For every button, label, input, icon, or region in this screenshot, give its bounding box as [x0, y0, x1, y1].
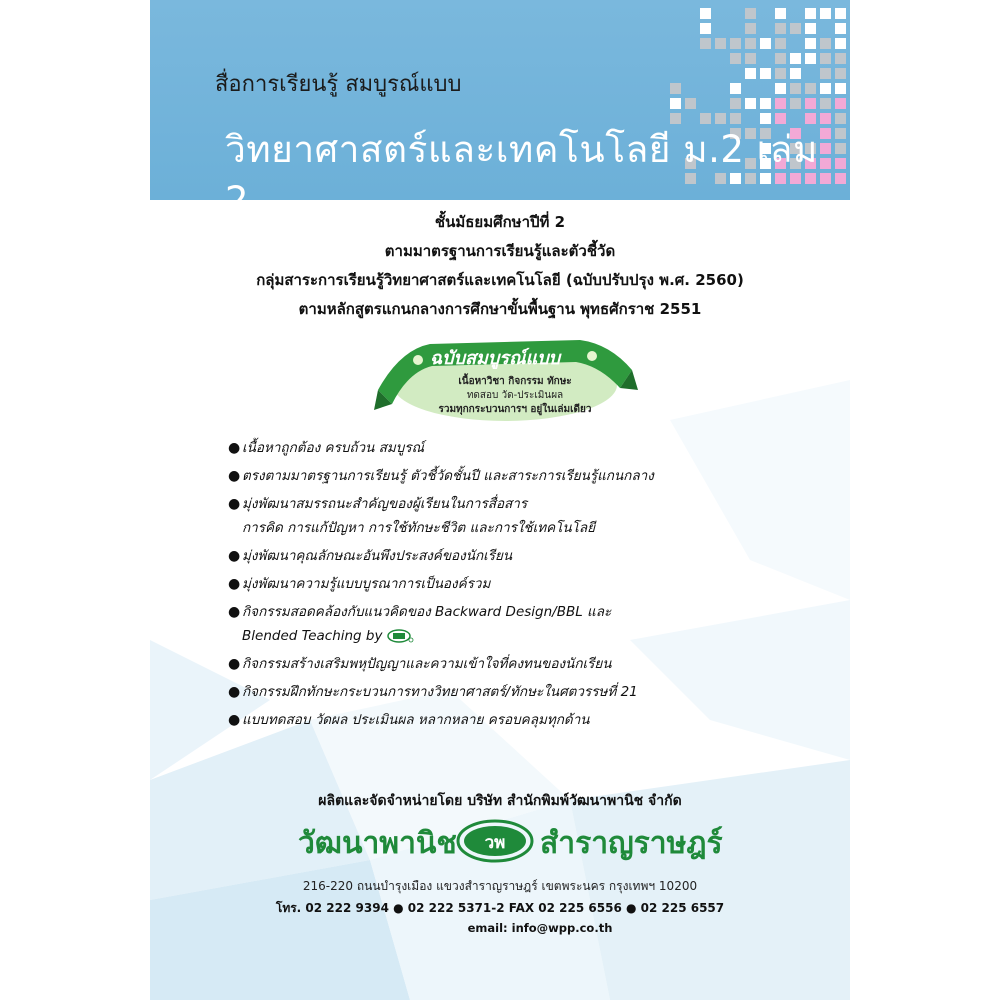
bullet-icon: ● — [228, 496, 241, 512]
address-line: 216-220 ถนนบำรุงเมือง แขวงสำราญราษฎร์ เขตพระนคร กรุงเทพฯ 10200 — [302, 879, 698, 893]
complete-edition-badge — [370, 330, 640, 425]
mosaic-tile — [670, 83, 681, 94]
badge-line-all-in-one: รวมทุกกระบวนการฯ อยู่ในเล่มเดียว — [438, 404, 592, 415]
email-line: email: info@wpp.co.th — [467, 921, 613, 935]
phone-line: โทร. 02 222 9394 ● 02 222 5371-2 FAX 02 225 6556 ● 02 225 6557 — [275, 901, 725, 915]
footer — [150, 790, 850, 812]
mosaic-tile — [685, 98, 696, 109]
mosaic-tile — [835, 23, 846, 34]
mosaic-tile — [790, 23, 801, 34]
mosaic-tile — [730, 83, 741, 94]
mosaic-tile — [805, 23, 816, 34]
mosaic-tile — [835, 98, 846, 109]
bullet-icon: ● — [228, 440, 241, 456]
mosaic-tile — [745, 8, 756, 19]
mosaic-tile — [775, 8, 786, 19]
mosaic-tile — [805, 8, 816, 19]
mosaic-tile — [775, 23, 786, 34]
mosaic-tile — [745, 98, 756, 109]
logo-text: วพ — [484, 833, 506, 853]
info-line-grade: ชั้นมัธยมศึกษาปีที่ 2 — [434, 213, 566, 231]
badge-line-content: เนื้อหาวิชา กิจกรรม ทักษะ — [458, 376, 572, 387]
mosaic-tile — [745, 23, 756, 34]
feature-list — [228, 436, 828, 736]
mosaic-tile — [805, 98, 816, 109]
feature-item: ● ตรงตามมาตรฐานการเรียนรู้ ตัวชี้วัดชั้นปี และสาระการเรียนรู้แกนกลาง — [228, 464, 828, 488]
mosaic-tile — [775, 38, 786, 49]
info-line-subject: กลุ่มสาระการเรียนรู้วิทยาศาสตร์และเทคโนโลยี (ฉบับปรับปรุง พ.ศ. 2560) — [256, 271, 744, 289]
book-cover — [150, 0, 850, 1000]
book-title: วิทยาศาสตร์และเทคโนโลยี ม.2 เล่ม 2 — [225, 128, 818, 222]
mosaic-tile — [700, 38, 711, 49]
badge-label: ฉบับสมบูรณ์แบบ — [429, 348, 561, 369]
publisher-line: ผลิตและจัดจำหน่ายโดย บริษัท สำนักพิมพ์วัฒนาพานิช จำกัด — [318, 793, 682, 809]
feature-item: ● มุ่งพัฒนาสมรรถนะสำคัญของผู้เรียนในการสื่อสาร การคิด การแก้ปัญหา การใช้ทักษะชีวิต และการใช้เทคโนโลยี — [228, 492, 828, 540]
publisher-brand — [150, 818, 850, 868]
bullet-icon: ● — [228, 576, 241, 592]
series-title: สื่อการเรียนรู้ สมบูรณ์แบบ — [215, 72, 462, 97]
mosaic-tile — [760, 68, 771, 79]
wpp-logo-icon — [387, 629, 413, 643]
feature-item: ● กิจกรรมฝึกทักษะกระบวนการทางวิทยาศาสตร์/ทักษะในศตวรรษที่ 21 — [228, 680, 828, 704]
mosaic-tile — [730, 98, 741, 109]
wpp-brand-logo-icon — [455, 818, 535, 864]
mosaic-tile — [820, 68, 831, 79]
mosaic-tile — [820, 83, 831, 94]
brand-name-left: วัฒนาพานิช — [298, 826, 457, 861]
mosaic-tile — [820, 98, 831, 109]
mosaic-tile — [835, 8, 846, 19]
bullet-icon: ● — [228, 548, 241, 564]
feature-item: ● กิจกรรมสร้างเสริมพหุปัญญาและความเข้าใจที่คงทนของนักเรียน — [228, 652, 828, 676]
mosaic-tile — [775, 83, 786, 94]
mosaic-tile — [790, 98, 801, 109]
curriculum-info — [150, 208, 850, 324]
feature-item: ● มุ่งพัฒนาความรู้แบบบูรณาการเป็นองค์รวม — [228, 572, 828, 596]
mosaic-tile — [790, 53, 801, 64]
mosaic-tile — [745, 68, 756, 79]
mosaic-tile — [715, 38, 726, 49]
mosaic-tile — [805, 38, 816, 49]
mosaic-tile — [835, 83, 846, 94]
mosaic-tile — [745, 38, 756, 49]
mosaic-tile — [820, 53, 831, 64]
mosaic-tile — [790, 83, 801, 94]
mosaic-tile — [835, 53, 846, 64]
info-line-standard: ตามมาตรฐานการเรียนรู้และตัวชี้วัด — [384, 242, 616, 260]
mosaic-tile — [805, 53, 816, 64]
mosaic-tile — [775, 53, 786, 64]
bullet-icon: ● — [228, 712, 241, 728]
mosaic-tile — [835, 68, 846, 79]
mosaic-tile — [790, 68, 801, 79]
info-line-curriculum: ตามหลักสูตรแกนกลางการศึกษาขั้นพื้นฐาน พุทธศักราช 2551 — [298, 300, 702, 318]
mosaic-tile — [700, 8, 711, 19]
badge-line-assessment: ทดสอบ วัด-ประเมินผล — [466, 390, 564, 401]
feature-item: ● กิจกรรมสอดคล้องกับแนวคิดของ Backward Design/BBL และ Blended Teaching by — [228, 600, 828, 648]
mosaic-tile — [820, 38, 831, 49]
mosaic-tile — [670, 98, 681, 109]
feature-item: ● มุ่งพัฒนาคุณลักษณะอันพึงประสงค์ของนักเรียน — [228, 544, 828, 568]
mosaic-tile — [805, 83, 816, 94]
mosaic-tile — [835, 38, 846, 49]
feature-item: ● แบบทดสอบ วัดผล ประเมินผล หลากหลาย ครอบคลุมทุกด้าน — [228, 708, 828, 732]
mosaic-tile — [760, 38, 771, 49]
feature-item: ● เนื้อหาถูกต้อง ครบถ้วน สมบูรณ์ — [228, 436, 828, 460]
bullet-icon: ● — [228, 604, 241, 620]
mosaic-tile — [700, 23, 711, 34]
bullet-icon: ● — [228, 468, 241, 484]
mosaic-tile — [820, 8, 831, 19]
mosaic-tile — [760, 98, 771, 109]
mosaic-tile — [730, 53, 741, 64]
bullet-icon: ● — [228, 656, 241, 672]
mosaic-tile — [775, 68, 786, 79]
brand-name-right: สำราญราษฎร์ — [540, 826, 723, 861]
mosaic-tile — [730, 38, 741, 49]
bullet-icon: ● — [228, 684, 241, 700]
mosaic-tile — [775, 98, 786, 109]
mosaic-tile — [745, 53, 756, 64]
